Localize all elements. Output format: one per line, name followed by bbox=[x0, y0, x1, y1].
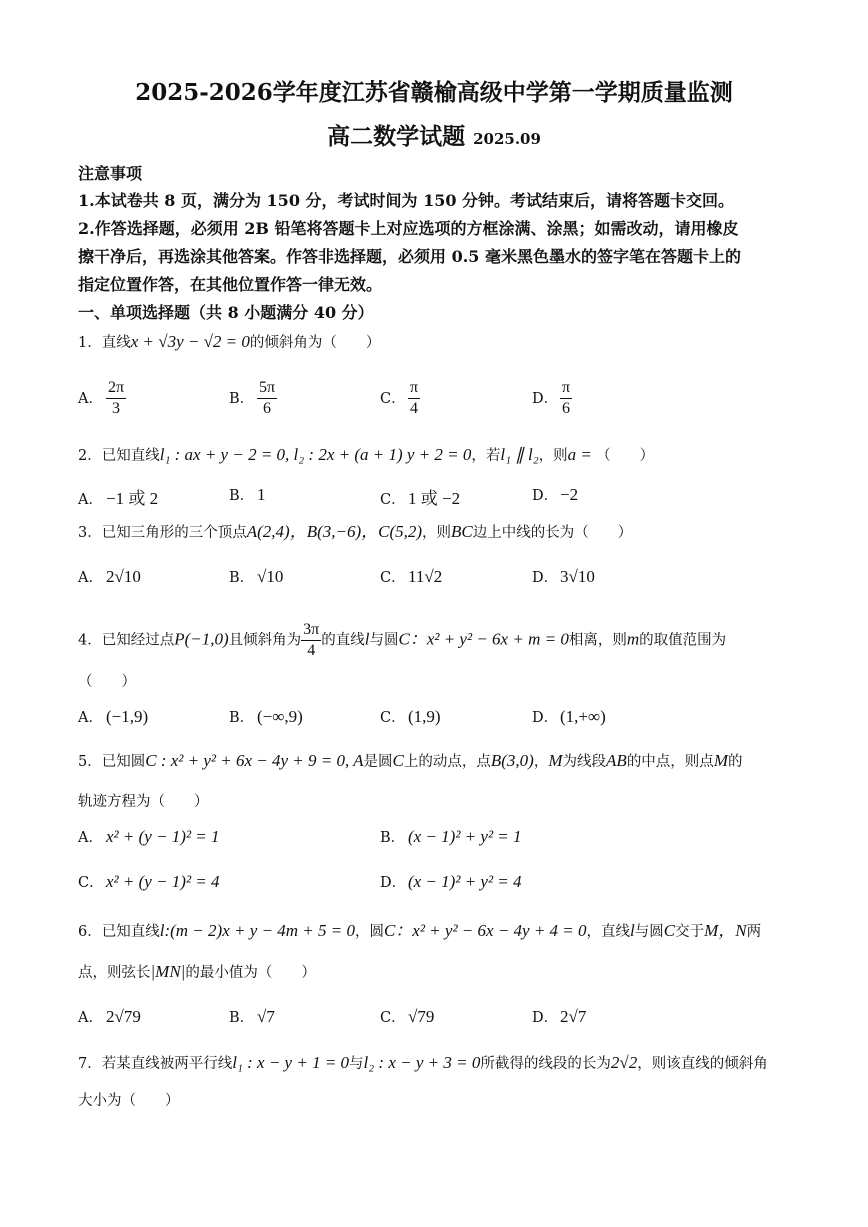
notice-item-2c: 指定位置作答，在其他位置作答一律无效。 bbox=[78, 275, 383, 294]
q3-option-d: D． 3√10 bbox=[532, 567, 595, 586]
q2-option-b: B． 1 bbox=[229, 485, 266, 504]
q1-option-d: D． $\frac{\pi}{6}$ bbox=[532, 379, 571, 417]
q4-option-c: C． (1,9) bbox=[380, 707, 441, 726]
q6-option-a: A． 2√79 bbox=[78, 1007, 141, 1026]
q5-line-2: 轨迹方程为（ ） bbox=[78, 794, 209, 810]
q4-option-b: B． (−∞,9) bbox=[229, 707, 303, 726]
q4-option-d: D． (1,+∞) bbox=[532, 707, 606, 726]
q3-option-a: A． 2√10 bbox=[78, 567, 141, 586]
notice-item-2b: 擦干净后，再选涂其他答案。作答非选择题，必须用 0.5 毫米黑色墨水的签字笔在答题卡上的 bbox=[78, 247, 741, 266]
q2-option-a: A． −1 或 2 bbox=[78, 489, 159, 508]
q1-equation: x + √3y − √2 = 0 bbox=[130, 332, 250, 351]
question-6: 6．已知直线l:(m − 2)x + y − 4m + 5 = 0，圆C：x² + y² − 6x − 4y + 4 = 0，直线l与圆C交于M，N两 bbox=[78, 921, 762, 940]
notice-item-2a: 2.作答选择题，必须用 2B 铅笔将答题卡上对应选项的方框涂满、涂黑；如需改动，请用橡皮 bbox=[78, 219, 739, 238]
q4-angle: $\frac{3\pi}{4}$ bbox=[303, 621, 320, 659]
question-1 bbox=[78, 331, 792, 352]
q6-option-d: D． 2√7 bbox=[532, 1007, 587, 1026]
exam-subtitle bbox=[0, 118, 868, 151]
q1-option-c: C． $\frac{\pi}{4}$ bbox=[380, 379, 419, 417]
question-5: 5．已知圆C : x² + y² + 6x − 4y + 9 = 0, A是圆C上的动点，点B(3,0)，M为线段AB的中点，则点M的 bbox=[78, 751, 743, 770]
q5-option-c: C． x² + (y − 1)² = 4 bbox=[78, 872, 220, 891]
q4-paren: （ ） bbox=[78, 674, 136, 690]
q1-option-b: B． $\frac{5\pi}{6}$ bbox=[229, 379, 276, 417]
q5-option-d: D． (x − 1)² + y² = 4 bbox=[380, 872, 522, 891]
q2-option-c: C． 1 或 −2 bbox=[380, 489, 461, 508]
q1-suffix: 的倾斜角为（ ） bbox=[249, 335, 381, 351]
q1-prefix: 1．直线 bbox=[78, 335, 131, 351]
subject-title: 高二数学试题 bbox=[327, 123, 466, 150]
q6-option-c: C． √79 bbox=[380, 1007, 435, 1026]
q5-option-a: A． x² + (y − 1)² = 1 bbox=[78, 827, 220, 846]
exam-title: 2025-2026学年度江苏省赣榆高级中学第一学期质量监测 bbox=[135, 79, 733, 106]
exam-date: 2025.09 bbox=[473, 130, 541, 148]
q4-option-a: A． (−1,9) bbox=[78, 707, 149, 726]
question-4: 4．已知经过点P(−1,0)且倾斜角为 $\frac{3\pi}{4}$ 的直线l与圆C：x² + y² − 6x + m = 0相离，则m的取值范围为 bbox=[78, 621, 727, 659]
q5-option-b: B． (x − 1)² + y² = 1 bbox=[380, 827, 522, 846]
q3-option-c: C． 11√2 bbox=[380, 567, 443, 586]
q2-option-d: D． −2 bbox=[532, 485, 579, 504]
question-2: 2．已知直线l₁ : ax + y − 2 = 0, l₂ : 2x + (a + 1) y + 2 = 0，若l₁ ∥ l₂，则a = （ ） bbox=[78, 445, 655, 464]
q6-option-b: B． √7 bbox=[229, 1007, 275, 1026]
notice-heading: 注意事项 bbox=[78, 164, 143, 183]
q1-option-a: A． $\frac{2\pi}{3}$ bbox=[78, 379, 125, 417]
q6-line-2: 点，则弦长|MN|的最小值为（ ） bbox=[78, 962, 316, 981]
section-heading: 一、单项选择题（共 8 小题满分 40 分） bbox=[78, 303, 374, 322]
q3-option-b: B． √10 bbox=[229, 567, 284, 586]
q2-lines: l₁ : ax + y − 2 = 0, l₂ : 2x + (a + 1) y + 2 = 0 bbox=[159, 445, 472, 464]
question-7: 7．若某直线被两平行线l₁ : x − y + 1 = 0与l₂ : x − y + 3 = 0所截得的线段的长为2√2，则该直线的倾斜角 bbox=[78, 1053, 768, 1072]
question-3: 3．已知三角形的三个顶点A(2,4)，B(3,−6)，C(5,2)，则BC边上中线的长为（ ） bbox=[78, 522, 633, 541]
notice-item-1: 1.本试卷共 8 页，满分为 150 分，考试时间为 150 分钟。考试结束后，请将答题卡交回。 bbox=[78, 191, 735, 210]
q7-line-2: 大小为（ ） bbox=[78, 1093, 180, 1109]
